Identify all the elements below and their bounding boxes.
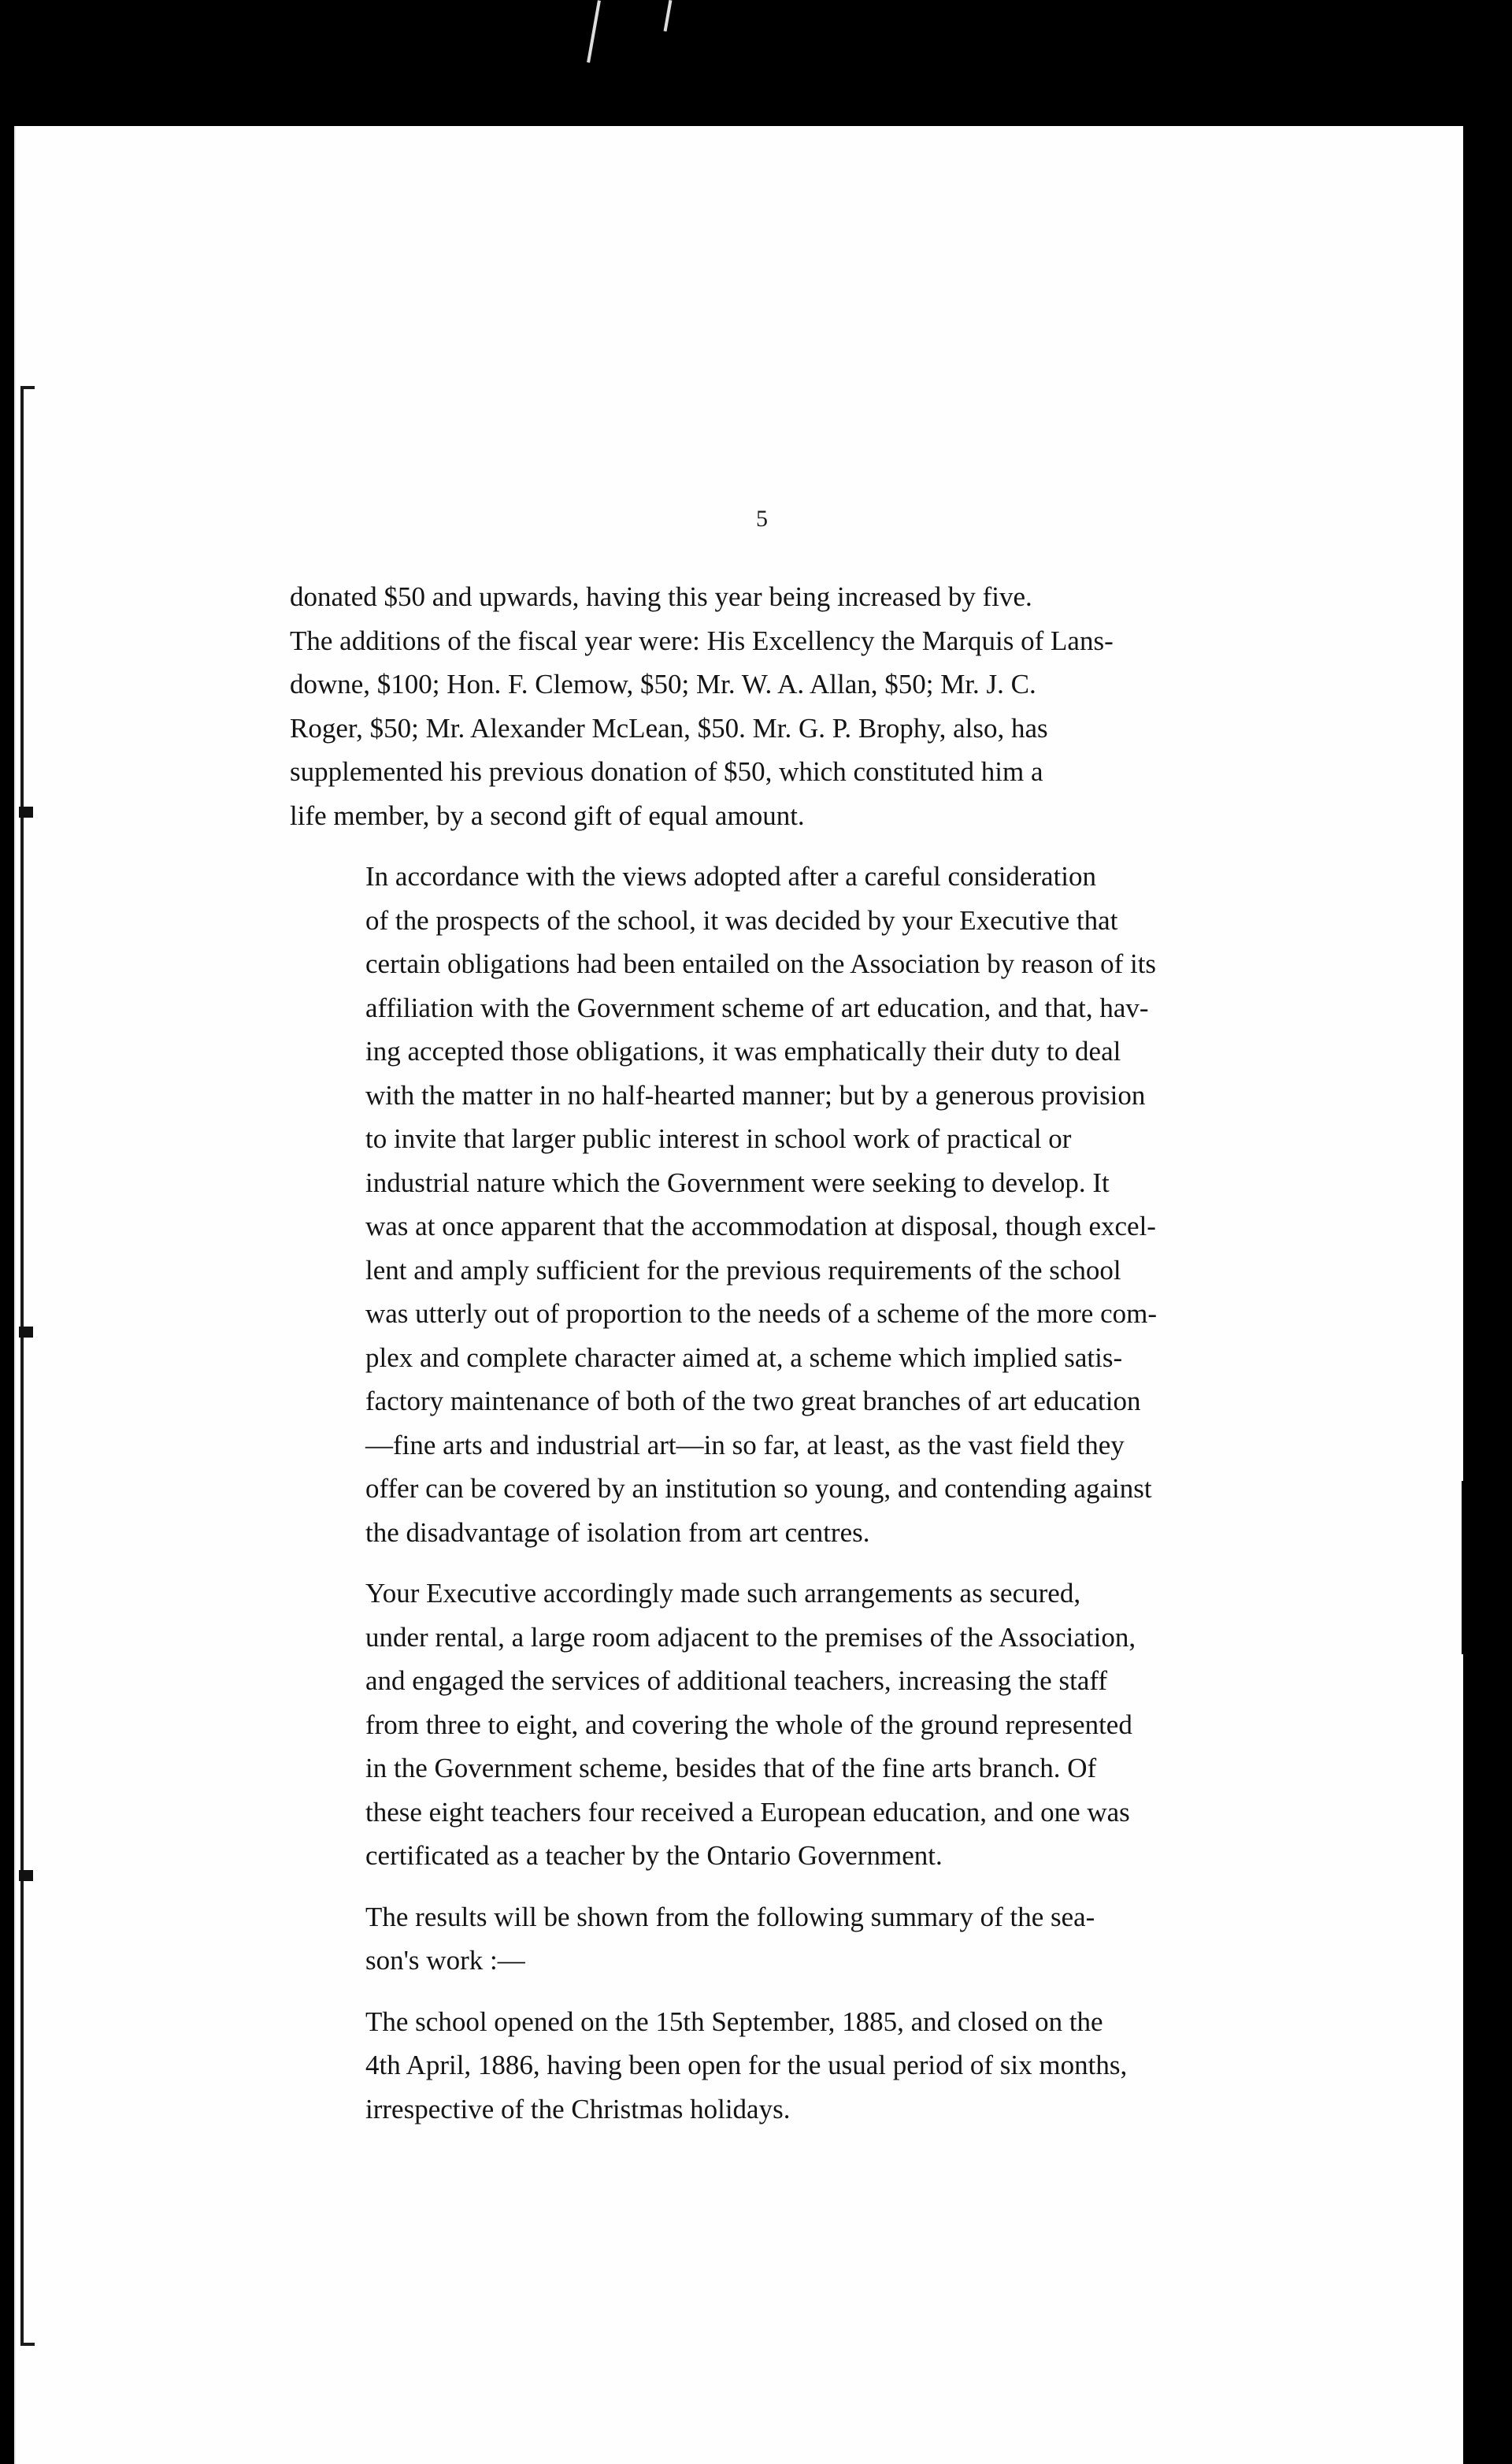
scan-top-border bbox=[0, 0, 1512, 126]
text-line: Roger, $50; Mr. Alexander McLean, $50. Mr. G. P. Brophy, also, has bbox=[290, 712, 1048, 744]
document-page bbox=[14, 126, 1463, 2464]
scan-mark bbox=[587, 0, 601, 62]
text-line: —fine arts and industrial art—in so far, at least, as the vast field they bbox=[365, 1429, 1125, 1460]
scan-right-edge bbox=[1462, 1481, 1512, 1654]
text-line: industrial nature which the Government were seeking to develop. It bbox=[365, 1167, 1110, 1198]
text-line: ing accepted those obligations, it was emphatically their duty to deal bbox=[365, 1036, 1121, 1067]
text-line: donated $50 and upwards, having this year being increased by five. bbox=[290, 581, 1032, 612]
paragraph bbox=[290, 1895, 1258, 1983]
text-line: certificated as a teacher by the Ontario Government. bbox=[365, 1840, 943, 1871]
text-line: with the matter in no half-hearted manner; but by a generous provision bbox=[365, 1079, 1146, 1111]
text-line: was utterly out of proportion to the needs of a scheme of the more com- bbox=[365, 1298, 1157, 1329]
text-line: certain obligations had been entailed on the Association by reason of its bbox=[365, 948, 1157, 979]
paragraph bbox=[290, 2000, 1258, 2132]
text-line: 4th April, 1886, having been open for the usual period of six months, bbox=[365, 2050, 1128, 2080]
paragraph bbox=[290, 575, 1258, 837]
binding-mark bbox=[19, 807, 33, 818]
text-line: affiliation with the Government scheme of art education, and that, hav- bbox=[365, 992, 1149, 1023]
scan-mark bbox=[664, 0, 673, 32]
text-line: was at once apparent that the accommodation at disposal, though excel- bbox=[365, 1211, 1156, 1241]
paragraph bbox=[290, 1572, 1258, 1878]
text-line: lent and amply sufficient for the previous requirements of the school bbox=[365, 1254, 1121, 1286]
text-line: these eight teachers four received a European education, and one was bbox=[365, 1796, 1130, 1828]
text-line: factory maintenance of both of the two great branches of art education bbox=[365, 1386, 1141, 1416]
text-line: supplemented his previous donation of $50, which constituted him a bbox=[290, 756, 1043, 787]
text-line: In accordance with the views adopted after a careful consideration bbox=[365, 861, 1097, 892]
text-line: The additions of the fiscal year were: His Excellency the Marquis of Lans- bbox=[290, 625, 1114, 656]
text-line: and engaged the services of additional teachers, increasing the staff bbox=[365, 1665, 1108, 1696]
text-line: The results will be shown from the following summary of the sea- bbox=[365, 1901, 1095, 1932]
text-line: from three to eight, and covering the whole of the ground represented bbox=[365, 1709, 1132, 1740]
text-line: offer can be covered by an institution so young, and contending against bbox=[365, 1473, 1152, 1504]
text-line: son's work :— bbox=[365, 1945, 525, 1976]
text-line: life member, by a second gift of equal amount. bbox=[290, 800, 805, 831]
binding-edge bbox=[20, 386, 35, 2346]
body-text bbox=[290, 575, 1258, 2148]
text-line: in the Government scheme, besides that of the fine arts branch. Of bbox=[365, 1753, 1097, 1783]
binding-mark bbox=[19, 1870, 33, 1881]
text-line: plex and complete character aimed at, a scheme which implied satis- bbox=[365, 1341, 1123, 1373]
paragraph bbox=[290, 855, 1258, 1554]
text-line: to invite that larger public interest in school work of practical or bbox=[365, 1123, 1072, 1154]
binding-mark bbox=[19, 1327, 33, 1338]
page-number: 5 bbox=[756, 506, 768, 532]
text-line: The school opened on the 15th September, 1885, and closed on the bbox=[365, 2006, 1103, 2037]
text-line: Your Executive accordingly made such arrangements as secured, bbox=[365, 1578, 1081, 1609]
text-line: under rental, a large room adjacent to the premises of the Association, bbox=[365, 1621, 1136, 1653]
text-line: the disadvantage of isolation from art centres. bbox=[365, 1516, 870, 1548]
text-line: downe, $100; Hon. F. Clemow, $50; Mr. W. A. Allan, $50; Mr. J. C. bbox=[290, 669, 1036, 699]
text-line: of the prospects of the school, it was decided by your Executive that bbox=[365, 904, 1118, 936]
text-line: irrespective of the Christmas holidays. bbox=[365, 2093, 791, 2124]
